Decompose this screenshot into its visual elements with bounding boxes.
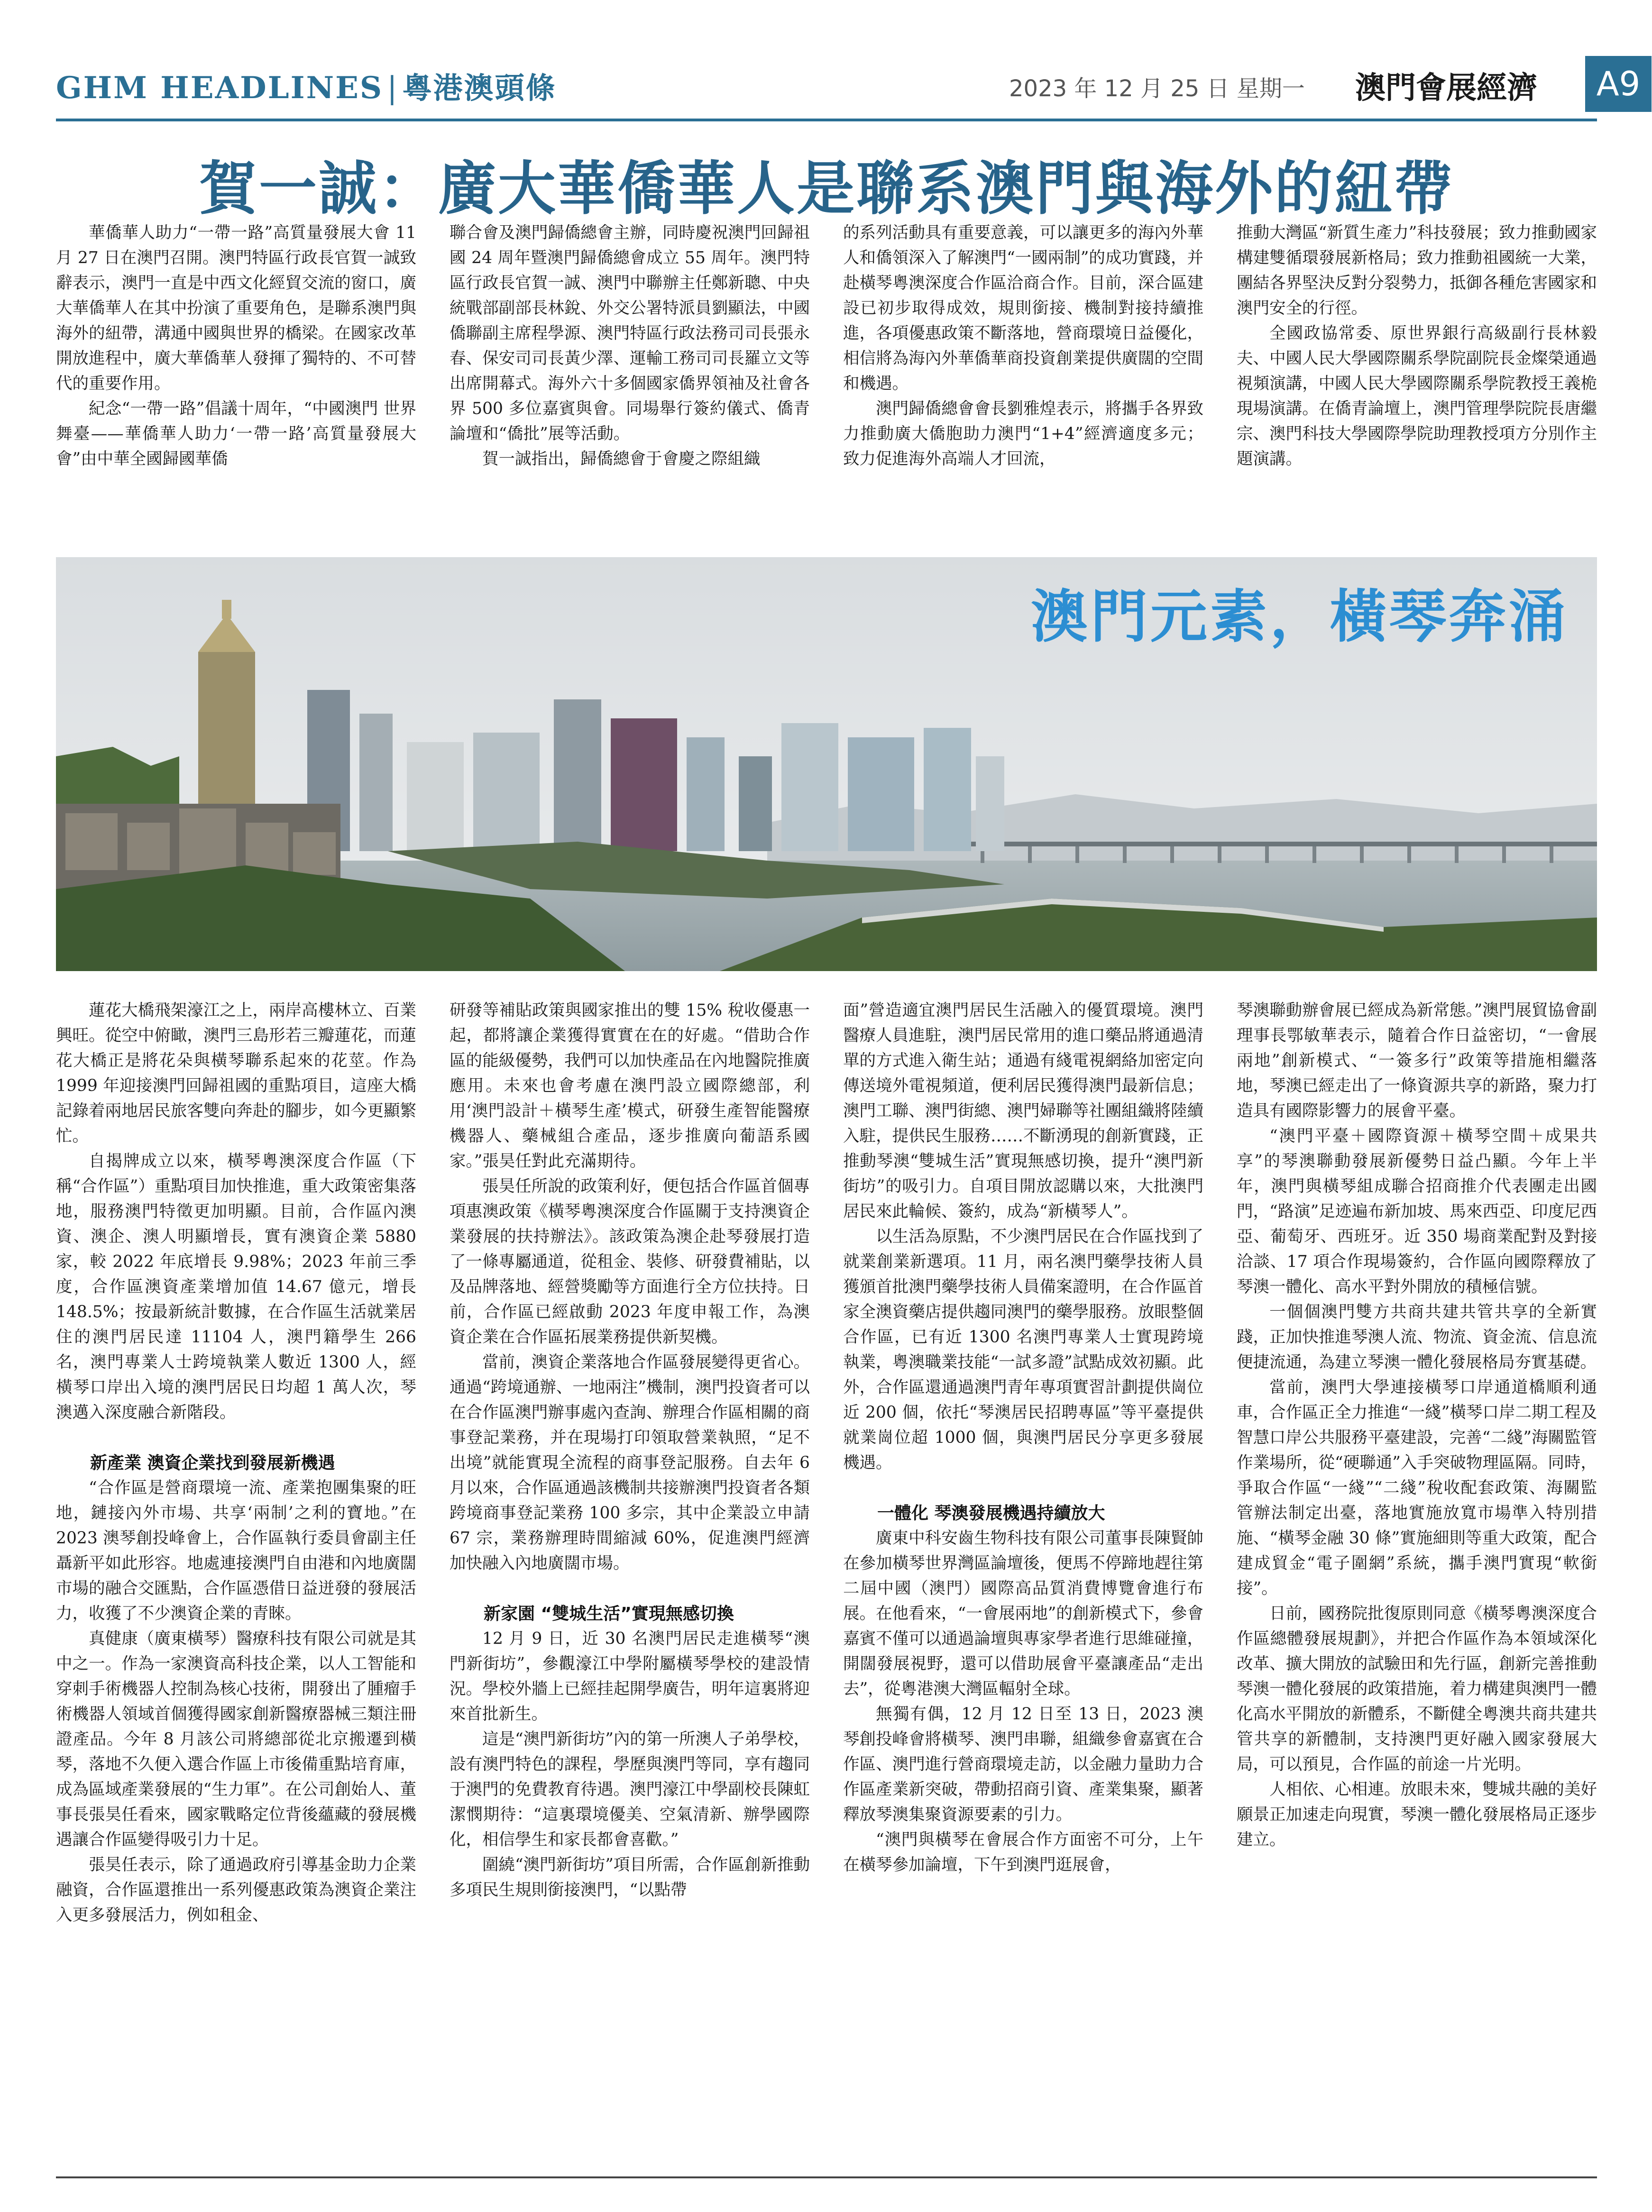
paragraph: 澳門歸僑總會會長劉雅煌表示，將攜手各界致力推動廣大僑胞助力澳門“1+4”經濟適度多元；致力促進海外高端人才回流， [843, 399, 1203, 468]
paragraph: 紀念“一帶一路”倡議十周年，“中國澳門 世界舞臺——華僑華人助力‘一帶一路’高質量發展大會”由中華全國歸國華僑 [56, 399, 416, 468]
paragraph: 全國政協常委、原世界銀行高級副行長林毅夫、中國人民大學國際關系學院副院長金燦榮通過視頻演講，中國人民大學國際關系學院教授王義桅現場演講。在僑青論壇上，澳門管理學院院長唐繼宗、澳門科技大學國際學院助理教授項方分別作主題演講。 [1237, 324, 1597, 468]
bottom-article-col-4 [1237, 998, 1597, 1853]
top-article [56, 220, 1597, 538]
paragraph: 面”營造適宜澳門居民生活融入的優質環境。澳門醫療人員進駐，澳門居民常用的進口藥品將通過清單的方式進入衛生站；通過有綫電視網絡加密定向傳送境外電視頻道，便利居民獲得澳門最新信息；澳門工聯、澳門街總、澳門婦聯等社團組織將陸續入駐，提供民生服務……不斷湧現的創新實踐，正推動琴澳“雙城生活”實現無感切換，提升“澳門新街坊”的吸引力。自項目開放認購以來，大批澳門居民來此輪候、簽約，成為“新橫琴人”。 [843, 1001, 1203, 1221]
top-article-col-4 [1237, 220, 1597, 472]
paragraph: “澳門與橫琴在會展合作方面密不可分，上午在橫琴參加論壇，下午到澳門逛展會， [843, 1830, 1203, 1874]
headline: 賀一誠：廣大華僑華人是聯系澳門與海外的紐帶 [199, 155, 1454, 222]
paragraph: 的系列活動具有重要意義，可以讓更多的海內外華人和僑領深入了解澳門“一國兩制”的成功實踐，并赴橫琴粵澳深度合作區洽商合作。目前，深合區建設已初步取得成效，規則銜接、機制對接持續推進，各項優惠政策不斷落地，營商環境日益優化，相信將為海內外華僑華商投資創業提供廣闊的空間和機遇。 [843, 223, 1203, 393]
paragraph: 12 月 9 日，近 30 名澳門居民走進橫琴“澳門新街坊”，參觀濠江中學附屬橫琴學校的建設情況。學校外牆上已經挂起開學廣告，明年這裏將迎來首批新生。 [450, 1629, 810, 1724]
paragraph: “合作區是營商環境一流、產業抱團集聚的旺地，鏈接內外市場、共享‘兩制’之利的寶地。”在 2023 澳琴創投峰會上，合作區執行委員會副主任聶新平如此形容。地處連接澳門自由港和內地廣闊市場的融合交匯點，合作區憑借日益迸發的發展活力，收獲了不少澳資企業的青睞。 [56, 1478, 416, 1623]
paragraph: 真健康（廣東橫琴）醫療科技有限公司就是其中之一。作為一家澳資高科技企業，以人工智能和穿刺手術機器人控制為核心技術，開發出了腫瘤手術機器人領域首個獲得國家創新醫療器械三類注冊證產品。今年 8 月該公司將總部從北京搬遷到橫琴，落地不久便入選合作區上市後備重點培育庫，成為區域產業發展的“生力軍”。在公司創始人、董事長張昊任看來，國家戰略定位背後蘊藏的發展機遇讓合作區變得吸引力十足。 [56, 1629, 416, 1849]
paragraph: 當前，澳資企業落地合作區發展變得更省心。通過“跨境通辦、一地兩注”機制，澳門投資者可以在合作區澳門辦事處內查詢、辦理合作區相關的商事登記業務，并在現場打印領取營業執照，“足不出境”就能實現全流程的商事登記服務。自去年 6 月以來，合作區通過該機制共接辦澳門投資者各類跨境商事登記業務 100 多宗，其中企業設立申請 67 宗，業務辦理時間縮減 60%，促進澳門經濟加快融入內地廣闊市場。 [450, 1353, 810, 1573]
photo-caption: 澳門元素，橫琴奔涌 [1031, 584, 1569, 650]
header-rule [56, 119, 1597, 121]
paragraph: 蓮花大橋飛架濠江之上，兩岸高樓林立、百業興旺。從空中俯瞰，澳門三島形若三瓣蓮花，而蓮花大橋正是將花朵與橫琴聯系起來的花莖。作為 1999 年迎接澳門回歸祖國的重點項目，這座大橋記錄着兩地居民旅客雙向奔赴的腳步，如今更顯繁忙。 [56, 1001, 416, 1146]
bottom-article-col-1 [56, 998, 416, 1928]
paragraph: 聯合會及澳門歸僑總會主辦，同時慶祝澳門回歸祖國 24 周年暨澳門歸僑總會成立 55 周年。澳門特區行政長官賀一誠、澳門中聯辦主任鄭新聰、中央統戰部副部長林銳、外交公署特派員劉顯法，中國僑聯副主席程學源、澳門特區行政法務司司長張永春、保安司司長黃少澤、運輸工務司司長羅立文等出席開幕式。海外六十多個國家僑界領袖及社會各界 500 多位嘉賓與會。同場舉行簽約儀式、僑青論壇和“僑批”展等活動。 [450, 223, 810, 443]
brand-en: GHM HEADLINES [56, 70, 384, 106]
paragraph: 自揭牌成立以來，橫琴粵澳深度合作區（下稱“合作區”）重點項目加快推進，重大政策密集落地，服務澳門特徵更加明顯。目前，合作區內澳資、澳企、澳人明顯增長，實有澳資企業 5880 家，較 2022 年底增長 9.98%；2023 年前三季度，合作區澳資產業增加值 14.67 億元，增長 148.5%；按最新統計數據，在合作區生活就業居住的澳門居民達 11104 人，澳門籍學生 266 名，澳門專業人士跨境執業人數近 1300 人，經橫琴口岸出入境的澳門居民日均超 1 萬人次，琴澳邁入深度融合新階段。 [56, 1152, 416, 1422]
brand-cn: 粵港澳頭條 [402, 71, 557, 105]
paragraph: 琴澳聯動辦會展已經成為新常態。”澳門展貿協會副理事長鄂敏華表示，隨着合作日益密切，“一會展兩地”創新模式、“一簽多行”政策等措施相繼落地，琴澳已經走出了一條資源共享的新路，聚力打造具有國際影響力的展會平臺。 [1237, 1001, 1597, 1120]
bottom-article-col-3 [843, 998, 1203, 1878]
paragraph: 日前，國務院批復原則同意《橫琴粵澳深度合作區總體發展規劃》，并把合作區作為本領域深化改革、擴大開放的試驗田和先行區，創新完善推動琴澳一體化發展的政策措施，着力構建與澳門一體化高水平開放的新體系，不斷健全粵澳共商共建共管共享的新體制，支持澳門更好融入國家發展大局，可以預見，合作區的前途一片光明。 [1237, 1604, 1597, 1774]
paragraph: 無獨有偶，12 月 12 日至 13 日，2023 澳琴創投峰會將橫琴、澳門串聯，組織參會嘉賓在合作區、澳門進行營商環境走訪，以金融力量助力合作區產業新突破，帶動招商引資、產業集聚，顯著釋放琴澳集聚資源要素的引力。 [843, 1705, 1203, 1824]
top-article-col-3 [843, 220, 1203, 472]
footer-rule [56, 2176, 1597, 2178]
paragraph: 張昊任表示，除了通過政府引導基金助力企業融資，合作區還推出一系列優惠政策為澳資企業注入更多發展活力，例如租金、 [56, 1855, 416, 1925]
paragraph: 一個個澳門雙方共商共建共管共享的全新實踐，正加快推進琴澳人流、物流、資金流、信息流便捷流通，為建立琴澳一體化發展格局夯實基礎。 [1237, 1303, 1597, 1372]
paragraph: 推動大灣區“新質生產力”科技發展；致力推動國家構建雙循環發展新格局；致力推動祖國統一大業，團結各界堅決反對分裂勢力，抵御各種危害國家和澳門安全的行徑。 [1237, 223, 1597, 318]
masthead [56, 56, 1641, 118]
paragraph: 賀一誠指出，歸僑總會于會慶之際組織 [482, 450, 761, 468]
bottom-article [56, 998, 1597, 2165]
brand [56, 64, 557, 107]
top-article-col-2 [450, 220, 810, 472]
paragraph: 以生活為原點，不少澳門居民在合作區找到了就業創業新選項。11 月，兩名澳門藥學技術人員獲頒首批澳門藥學技術人員備案證明，在合作區首家全澳資藥店提供趨同澳門的藥學服務。放眼整個合作區，已有近 1300 名澳門專業人士實現跨境執業，粵澳職業技能“一試多證”試點成效初顯。此外，合作區還通過澳門青年專項實習計劃提供崗位近 200 個，依托“琴澳居民招聘專區”等平臺提供就業崗位超 1000 個，與澳門居民分享更多發展機遇。 [843, 1227, 1203, 1472]
paragraph: 研發等補貼政策與國家推出的雙 15% 稅收優惠一起，都將讓企業獲得實實在在的好處。“借助合作區的能級優勢，我們可以加快產品在內地醫院推廣應用。未來也會考慮在澳門設立國際總部，利用‘澳門設計＋橫琴生產’模式，研發生產智能醫療機器人、藥械組合產品，逐步推廣向葡語系國家。”張昊任對此充滿期待。 [450, 1001, 810, 1171]
paragraph: 這是“澳門新街坊”內的第一所澳人子弟學校，設有澳門特色的課程，學歷與澳門等同，享有趨同于澳門的免費教育待遇。澳門濠江中學副校長陳虹潔憫期待：“這裏環境優美、空氣清新、辦學國際化，相信學生和家長都會喜歡。” [450, 1730, 810, 1849]
page-number: A9 [1585, 56, 1652, 112]
paragraph: 圍繞“澳門新街坊”項目所需，合作區創新推動多項民生規則銜接澳門，“以點帶 [450, 1855, 810, 1900]
bottom-article-col-2 [450, 998, 810, 1903]
macau-skyline-photo [56, 557, 1597, 971]
paragraph: 張昊任所說的政策利好，便包括合作區首個專項惠澳政策《橫琴粵澳深度合作區關于支持澳資企業發展的扶持辦法》。該政策為澳企赴琴發展打造了一條專屬通道，從租金、裝修、研發費補貼，以及品牌落地、經營獎勵等方面進行全方位扶持。日前，合作區已經啟動 2023 年度申報工作，為澳資企業在合作區拓展業務提供新契機。 [450, 1177, 810, 1347]
subheading: 新產業 澳資企業找到發展新機遇 [90, 1453, 335, 1473]
issue-date: 2023 年 12 月 25 日 星期一 [1009, 75, 1305, 102]
subheading: 新家園 “雙城生活”實現無感切換 [484, 1604, 734, 1624]
paragraph: 當前，澳門大學連接橫琴口岸通道橋順利通車，合作區正全力推進“一綫”橫琴口岸二期工程及智慧口岸公共服務平臺建設，完善“二綫”海關監管作業場所，從“硬聯通”入手突破物理區隔。同時，爭取合作區“一綫”“二綫”稅收配套政策、海關監管辦法制定出臺，落地實施放寬市場準入特別措施、“橫琴金融 30 條”實施細則等重大政策，配合建成貿金“電子圍網”系統，攜手澳門實現“軟銜接”。 [1237, 1378, 1597, 1598]
paragraph: “澳門平臺＋國際資源＋橫琴空間＋成果共享”的琴澳聯動發展新優勢日益凸顯。今年上半年，澳門與橫琴組成聯合招商推介代表團走出國門，“路演”足迹遍布新加坡、馬來西亞、印度尼西亞、葡萄牙、西班牙。近 350 場商業配對及對接洽談、17 項合作現場簽約，合作區向國際釋放了琴澳一體化、高水平對外開放的積極信號。 [1237, 1127, 1597, 1296]
paragraph: 華僑華人助力“一帶一路”高質量發展大會 11 月 27 日在澳門召開。澳門特區行政長官賀一誠致辭表示，澳門一直是中西文化經貿交流的窗口，廣大華僑華人在其中扮演了重要角色，是聯系澳門與海外的紐帶，溝通中國與世界的橋梁。在國家改革開放進程中，廣大華僑華人發揮了獨特的、不可替代的重要作用。 [56, 223, 416, 393]
brand-separator: | [387, 71, 399, 106]
paragraph: 廣東中科安齒生物科技有限公司董事長陳賢帥在參加橫琴世界灣區論壇後，便馬不停蹄地趕往第二屆中國（澳門）國際高品質消費博覽會進行布展。在他看來，“一會展兩地”的創新模式下，參會嘉賓不僅可以通過論壇與專家學者進行思維碰撞，開闊發展視野，還可以借助展會平臺讓產品“走出去”，從粵港澳大灣區輻射全球。 [843, 1529, 1203, 1698]
top-article-col-1 [56, 220, 416, 472]
subheading: 一體化 琴澳發展機遇持續放大 [877, 1504, 1105, 1523]
section-title: 澳門會展經濟 [1355, 71, 1537, 106]
paragraph: 人相依、心相連。放眼未來，雙城共融的美好願景正加速走向現實，琴澳一體化發展格局正逐步建立。 [1237, 1780, 1597, 1849]
